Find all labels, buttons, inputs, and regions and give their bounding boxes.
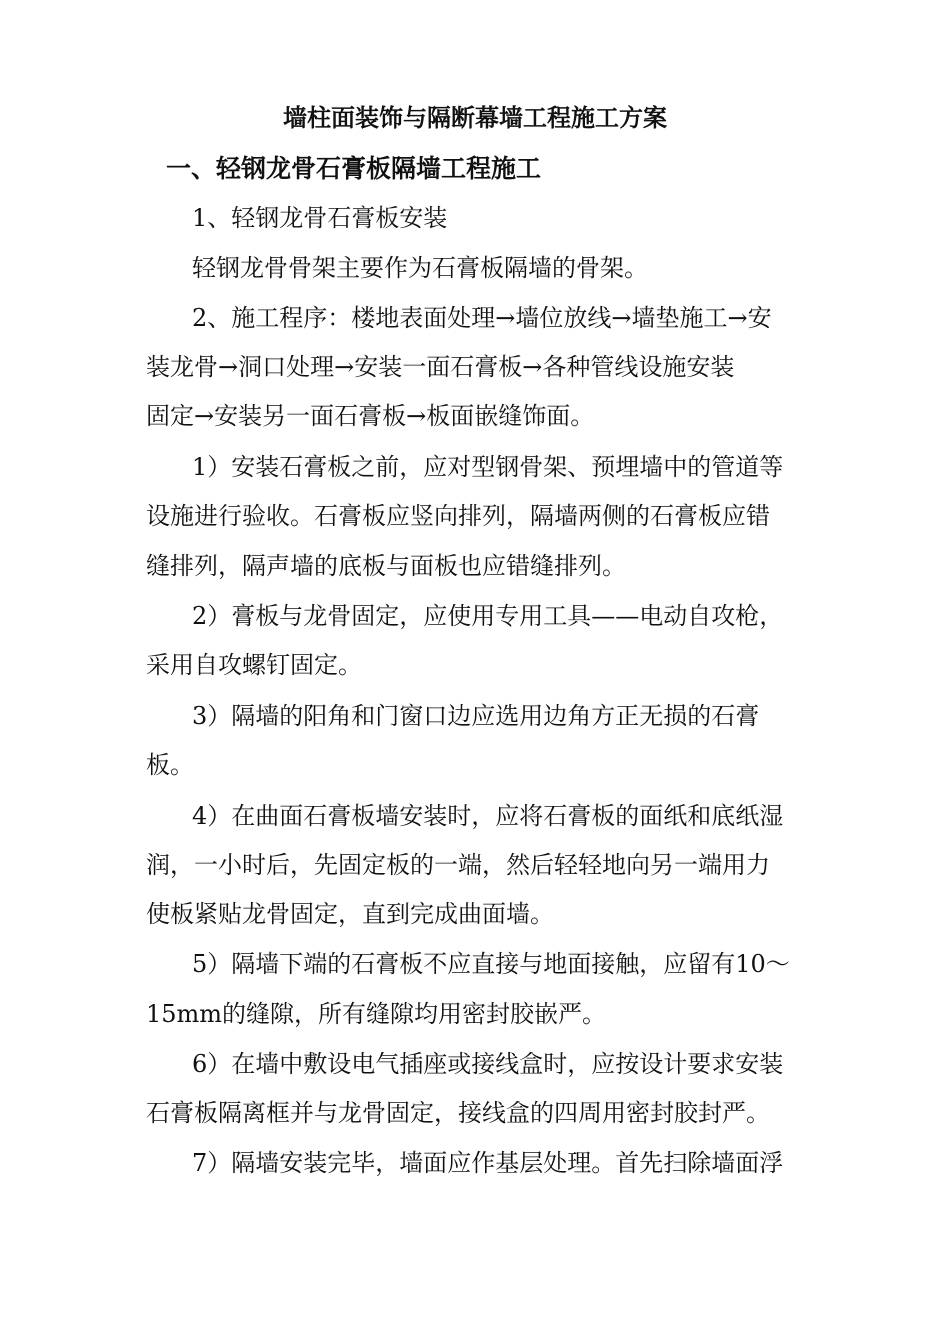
paragraph-line: 板。 — [146, 751, 194, 779]
paragraph-line: 设施进行验收。石膏板应竖向排列，隔墙两侧的石膏板应错 — [146, 502, 770, 530]
paragraph-line: 7）隔墙安装完毕，墙面应作基层处理。首先扫除墙面浮 — [192, 1149, 784, 1177]
paragraph-line: 15mm的缝隙，所有缝隙均用密封胶嵌严。 — [146, 1000, 607, 1028]
paragraph-line: 润，一小时后，先固定板的一端，然后轻轻地向另一端用力 — [146, 851, 770, 879]
paragraph-line: 5）隔墙下端的石膏板不应直接与地面接触，应留有10～ — [192, 950, 790, 978]
section-heading: 一、轻钢龙骨石膏板隔墙工程施工 — [166, 154, 542, 183]
paragraph-line: 使板紧贴龙骨固定，直到完成曲面墙。 — [146, 900, 554, 928]
paragraph-line: 6）在墙中敷设电气插座或接线盒时，应按设计要求安装 — [192, 1050, 784, 1078]
paragraph-line: 1）安装石膏板之前，应对型钢骨架、预埋墙中的管道等 — [192, 453, 784, 481]
paragraph-line: 2、施工程序：楼地表面处理→墙位放线→墙垫施工→安 — [192, 304, 772, 332]
paragraph-line: 4）在曲面石膏板墙安装时，应将石膏板的面纸和底纸湿 — [192, 802, 784, 830]
paragraph-line: 采用自攻螺钉固定。 — [146, 651, 362, 679]
document-title: 墙柱面装饰与隔断幕墙工程施工方案 — [283, 103, 667, 132]
paragraph-line: 3）隔墙的阳角和门窗口边应选用边角方正无损的石膏 — [192, 702, 760, 730]
paragraph-line: 石膏板隔离框并与龙骨固定，接线盒的四周用密封胶封严。 — [146, 1099, 770, 1127]
paragraph-line: 轻钢龙骨骨架主要作为石膏板隔墙的骨架。 — [192, 254, 648, 282]
paragraph-line: 固定→安装另一面石膏板→板面嵌缝饰面。 — [146, 402, 595, 430]
paragraph-line: 1、轻钢龙骨石膏板安装 — [192, 204, 448, 232]
paragraph-line: 缝排列，隔声墙的底板与面板也应错缝排列。 — [146, 552, 626, 580]
paragraph-line: 装龙骨→洞口处理→安装一面石膏板→各种管线设施安装 — [146, 353, 735, 381]
paragraph-line: 2）膏板与龙骨固定，应使用专用工具——电动自攻枪， — [192, 602, 784, 630]
